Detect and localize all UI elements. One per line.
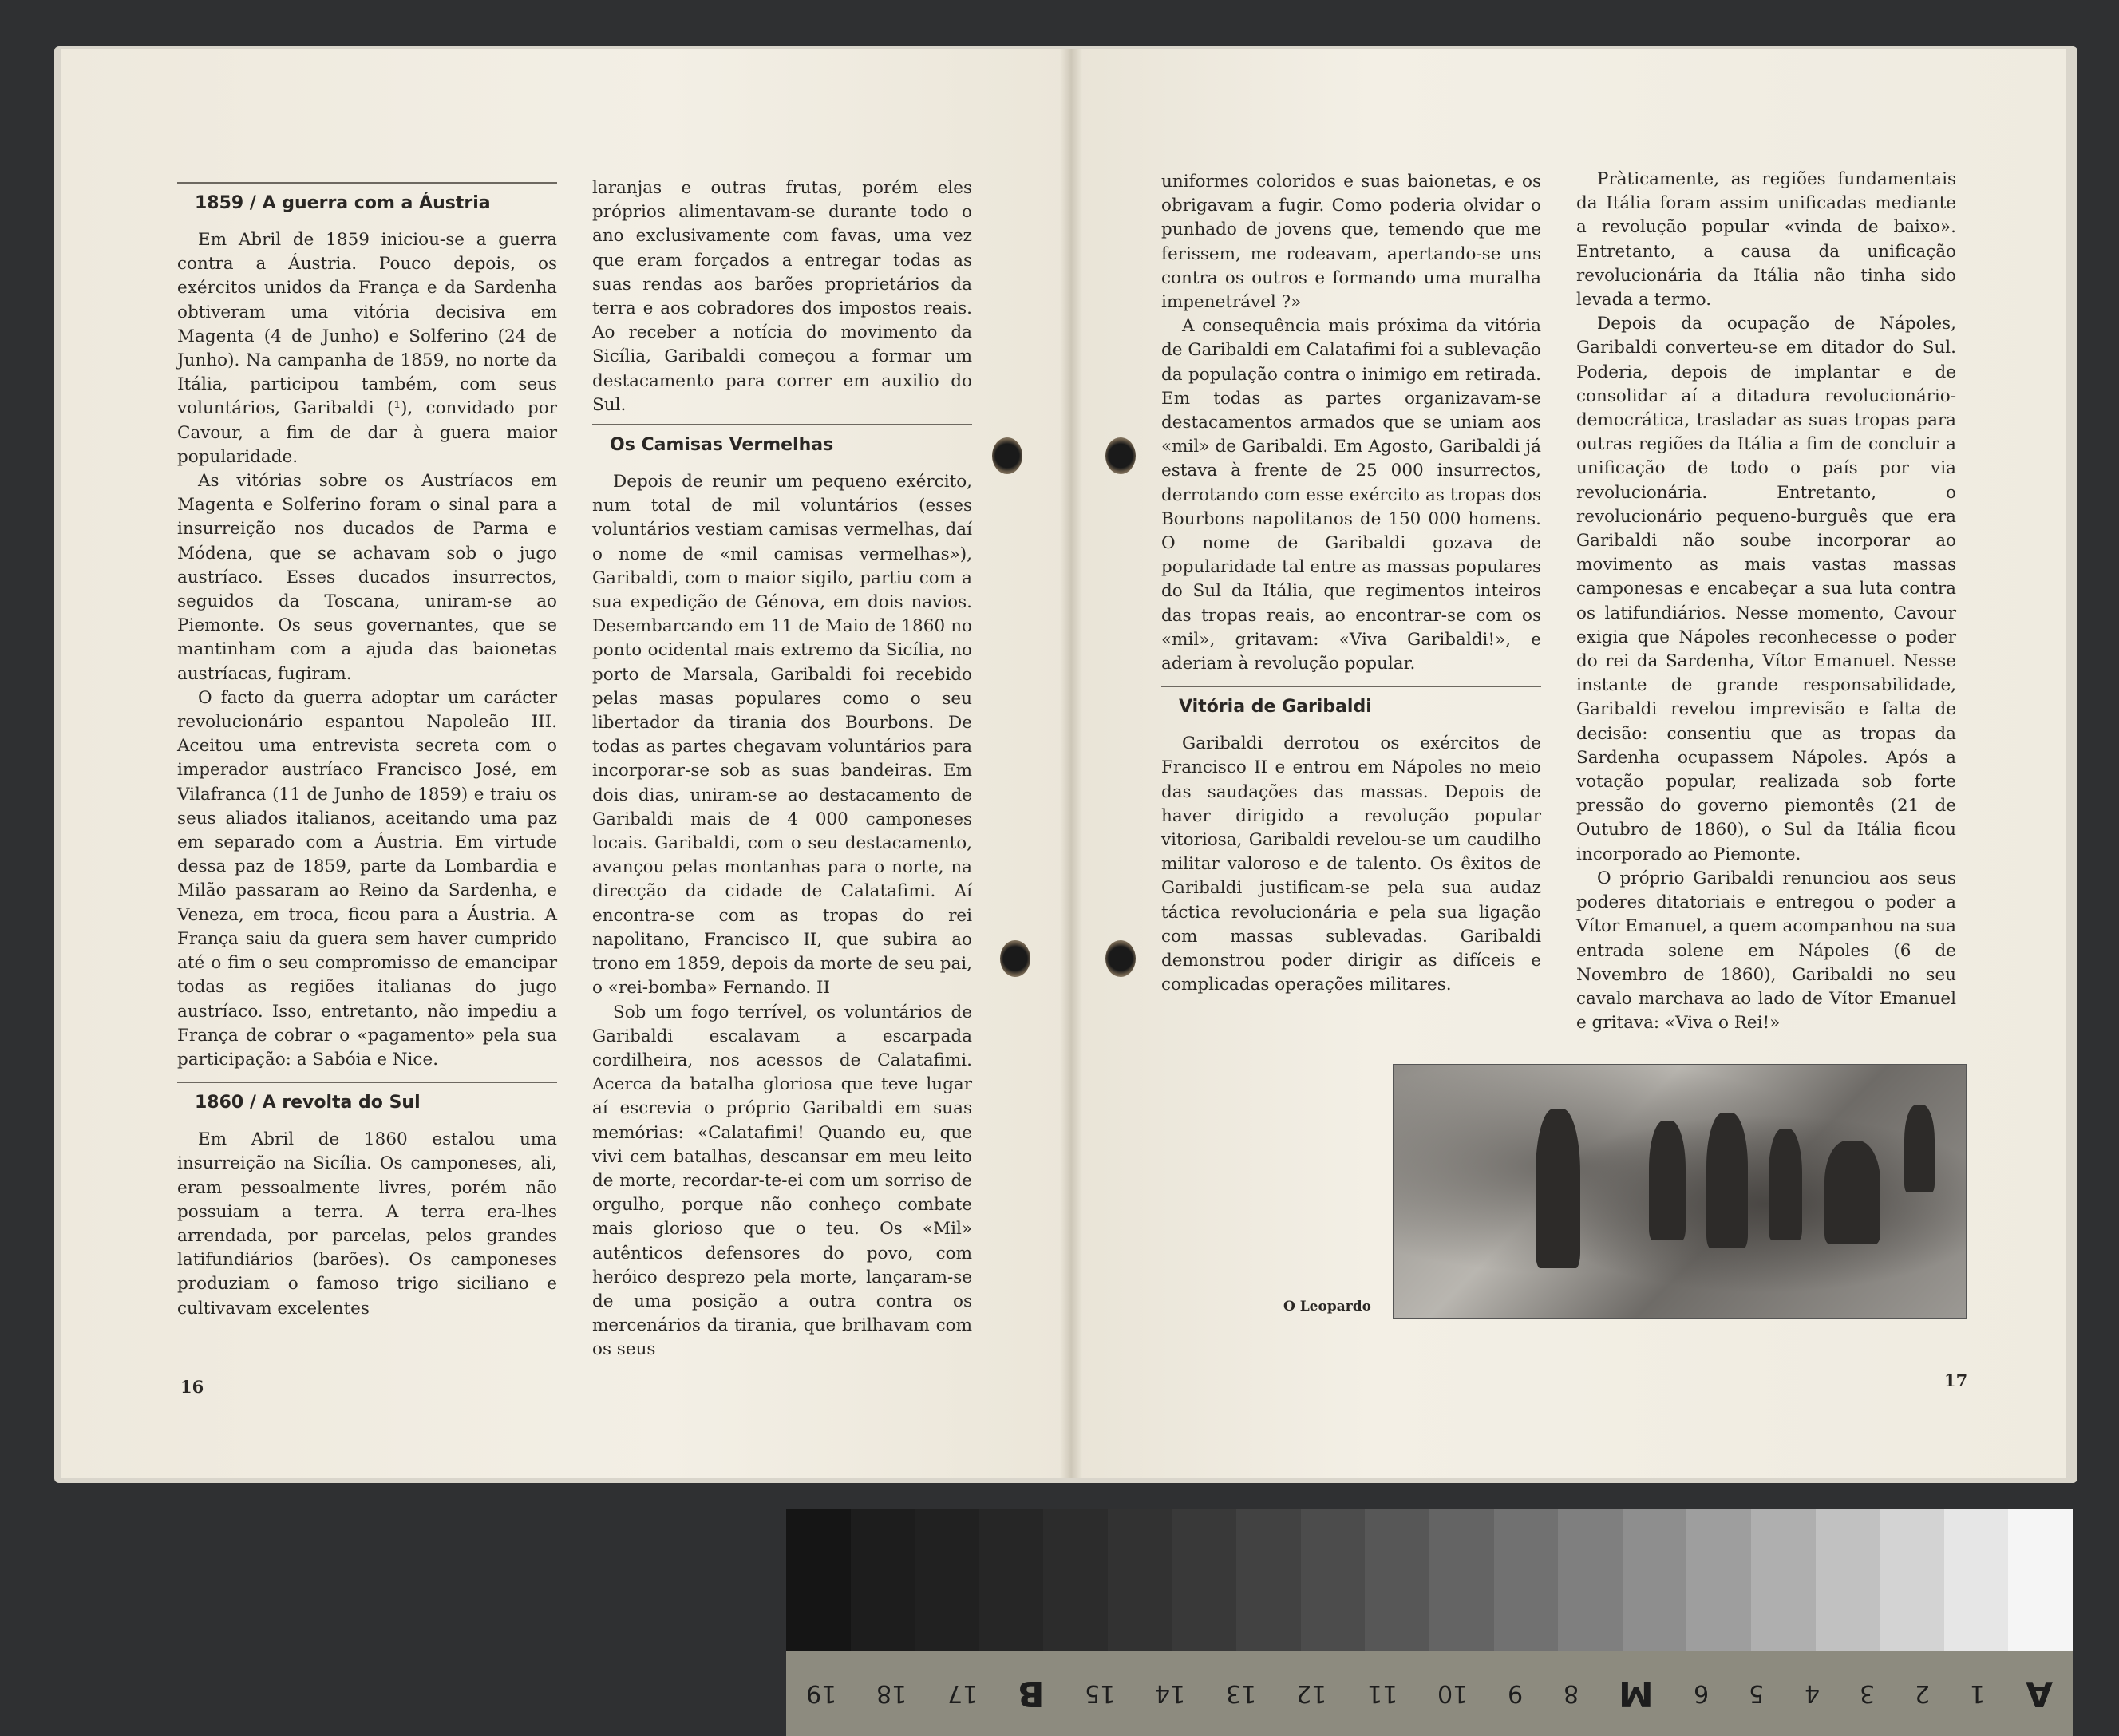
ruler-label: 17 — [947, 1679, 978, 1707]
ruler-label: A — [2025, 1673, 2053, 1714]
paragraph: Sob um fogo terrível, os voluntários de Garibaldi escalavam a escarpada cordilheira, nos acessos de Calatafimi. Acerca da batalha gloriosa que teve lugar aí escrevia o próprio Garibaldi em suas memórias: «Calatafimi! Quando eu, que vivi cem batalhas, descansar em meu leito de morte, recordar-te-ei com um sorriso de orgulho, porque não conheço combate mais glorioso que o teu. Os «Mil» autênticos defensores do povo, com heróico desprezo pela morte, lançaram-se de uma posição a outra contra os mercenários da tirania, que brilhavam com os seus — [592, 1002, 972, 1360]
section-heading: 1860 / A revolta do Sul — [195, 1093, 421, 1113]
paragraph: uniformes coloridos e suas baionetas, e os obrigavam a fugir. Como poderia olvidar o punhado de jovens que, temendo que me ferissem, me rodeavam, apertando-se uns contra os outros e formando uma muralha impenetrável ?» — [1161, 172, 1541, 313]
scale-ruler — [786, 1651, 2073, 1736]
binding-hole — [1105, 437, 1136, 474]
gray-swatch — [1558, 1509, 1623, 1651]
paragraph: Em Abril de 1860 estalou uma insurreição na Sicília. Os camponeses, ali, eram pessoalmente livres, porém não possuiam a terra. A terra era-lhes arrendada, por parcelas, pelos grandes latifundiários (barões). Os camponeses produziam o famoso trigo siciliano e cultivavam excelentes — [177, 1129, 557, 1319]
ruler-label: 18 — [876, 1679, 907, 1707]
section-rule — [177, 182, 557, 184]
gray-swatch — [1172, 1509, 1237, 1651]
ruler-label: 5 — [1749, 1679, 1765, 1707]
right-column-1 — [1161, 170, 1541, 998]
gray-swatch — [1494, 1509, 1559, 1651]
paragraph: Pràticamente, as regiões fundamentais da Itália foram assim unificadas mediante a revolução popular «vinda de baixo». Entretanto, a causa da unificação revolucionária da Itália não tinha sido levada a termo. — [1576, 169, 1956, 310]
paragraph: O facto da guerra adoptar um carácter revolucionário espantou Napoleão III. Aceitou uma entrevista secreta com o imperador austríaco Francisco José, em Vilafranca (11 de Junho de 1859) e traiu os seus aliados italianos, aceitando uma paz em separado com a Áustria. Em virtude dessa paz de 1859, parte da Lombardia e Milão passaram ao Reino da Sardenha, e Veneza, em troca, ficou para a Áustria. A França saiu da guera sem haver cumprido até o fim o seu compromisso de emancipar todas as regiões italianas do jugo austríaco. Isso, entretanto, não impediu a França de cobrar o «pagamento» pela sua participação: a Sabóia e Nice. — [177, 687, 557, 1070]
ruler-label: 2 — [1915, 1679, 1931, 1707]
ruler-label: 3 — [1859, 1679, 1875, 1707]
page-number-left: 16 — [180, 1377, 204, 1397]
section-heading: Os Camisas Vermelhas — [610, 435, 834, 456]
ruler-label: 13 — [1225, 1679, 1256, 1707]
ruler-label: 14 — [1155, 1679, 1186, 1707]
photo-caption: O Leopardo — [1283, 1299, 1371, 1315]
ruler-label: 6 — [1693, 1679, 1710, 1707]
paragraph: Depois da ocupação de Nápoles, Garibaldi converteu-se em ditador do Sul. Poderia, depois de implantar e de consolidar aí a ditadura revolucionário-democrática, trasladar as suas tropas para outras regiões da Itália a fim de concluir a unificação de todo o país por via revolucionária. Entretanto, o revolucionário pequeno-burguês que era Garibaldi não soube incorporar ao movimento as mais vastas massas camponesas e encabeçar a sua luta contra os latifundiários. Nesse momento, Cavour exigia que Nápoles reconhecesse o poder do rei da Sardenha, Vítor Emanuel. Nesse instante de grande responsabilidade, Garibaldi revelou imprevisão e falta de decisão: consentiu que as tropas da Sardenha ocupassem Nápoles. Após a votação popular, realizada sob forte pressão do governo piemontês (21 de Outubro de 1860), o Sul da Itália ficou incorporado ao Piemonte. — [1576, 314, 1956, 864]
ruler-label: 9 — [1508, 1679, 1524, 1707]
ruler-label: 19 — [806, 1679, 837, 1707]
paragraph: Garibaldi derrotou os exércitos de Francisco II e entrou em Nápoles no meio das saudações das massas. Depois de haver dirigido a revolução popular vitoriosa, Garibaldi revelou-se um caudilho militar valoroso e de talento. Os êxitos de Garibaldi justificam-se pela sua audaz táctica revolucionária e pela sua ligação com massas sublevadas. Garibaldi demonstrou poder dirigir as difíceis e complicadas operações militares. — [1161, 734, 1541, 995]
gray-swatch — [1944, 1509, 2009, 1651]
section-heading: 1859 / A guerra com a Áustria — [195, 193, 491, 213]
gray-swatch — [1301, 1509, 1366, 1651]
gray-swatch — [1623, 1509, 1687, 1651]
paragraph: Depois de reunir um pequeno exército, num total de mil voluntários (esses voluntários vestiam camisas vermelhas, daí o nome de «mil camisas vermelhas»), Garibaldi, com o maior sigilo, partiu com a sua expedição de Génova, em dois navios. Desembarcando em 11 de Maio de 1860 no ponto ocidental mais extremo da Sicília, no porto de Marsala, Garibaldi foi recebido pelas masas populares como o seu libertador da tirania dos Bourbons. De todas as partes chegavam voluntários para incorporar-se sob as suas bandeiras. Em dois dias, uniram-se ao destacamento de Garibaldi mais de 4 000 camponeses locais. Garibaldi, com o seu destacamento, avançou pelas montanhas para o norte, na direcção da cidade de Calatafimi. Aí encontra-se com as tropas do rei napolitano, Francisco II, que subira ao trono em 1859, depois da morte de seu pai, o «rei-bomba» Fernando. II — [592, 472, 972, 998]
paragraph: laranjas e outras frutas, porém eles próprios alimentavam-se durante todo o ano exclusivamente com favas, uma vez que eram forçados a entregar todas as suas rendas aos barões proprietários da terra e aos cobradores dos impostos reais. Ao receber a notícia do movimento da Sicília, Garibaldi começou a formar um destacamento para correr em auxilio do Sul. — [592, 178, 972, 415]
left-column-2 — [592, 176, 972, 1362]
ruler-label: B — [1018, 1673, 1045, 1714]
section-rule — [177, 1082, 557, 1083]
page-number-right: 17 — [1944, 1370, 1968, 1390]
gray-swatch — [1880, 1509, 1944, 1651]
gray-swatch — [1816, 1509, 1880, 1651]
battle-photo — [1393, 1064, 1967, 1319]
paragraph: As vitórias sobre os Austríacos em Magenta e Solferino foram o sinal para a insurreição nos ducados de Parma e Módena, que se achavam sob o jugo austríaco. Esses ducados insurrectos, seguidos da Toscana, uniram-se ao Piemonte. Os seus governantes, que se mantinham com a ajuda das baionetas austríacas, fugiram. — [177, 471, 557, 684]
right-column-2 — [1576, 168, 1956, 1035]
binding-hole — [992, 437, 1022, 474]
gray-swatch — [915, 1509, 979, 1651]
ruler-label: 4 — [1804, 1679, 1820, 1707]
gray-swatch — [979, 1509, 1044, 1651]
left-column-1 — [177, 182, 557, 1321]
paragraph: A consequência mais próxima da vitória de Garibaldi em Calatafimi foi a sublevação da população contra o inimigo em retirada. Em todas as partes organizavam-se destacamentos armados que se uniam aos «mil» de Garibaldi. Em Agosto, Garibaldi já estava à frente de 25 000 insurrectos, derrotando com esse exército as tropas dos Bourbons napolitanos de 150 000 homens. O nome de Garibaldi gozava de popularidade tal entre as massas populares do Sul da Itália, que regimentos inteiros das tropas reais, ao encontrar-se com os «mil», gritavam: «Viva Garibaldi!», e aderiam à revolução popular. — [1161, 316, 1541, 674]
ruler-label: 8 — [1563, 1679, 1579, 1707]
gray-swatch — [1751, 1509, 1816, 1651]
gray-swatch — [1043, 1509, 1108, 1651]
gray-swatch — [786, 1509, 851, 1651]
section-rule — [592, 424, 972, 425]
book-gutter — [1060, 49, 1082, 1478]
gray-swatch — [2008, 1509, 2073, 1651]
gray-swatch — [851, 1509, 915, 1651]
ruler-label: 10 — [1437, 1679, 1469, 1707]
ruler-label: 12 — [1296, 1679, 1327, 1707]
section-rule — [1161, 686, 1541, 687]
binding-hole — [1105, 940, 1136, 977]
color-calibration-card — [786, 1509, 2073, 1736]
gray-swatch — [1108, 1509, 1172, 1651]
binding-hole — [1000, 940, 1030, 977]
section-heading: Vitória de Garibaldi — [1179, 697, 1372, 718]
gray-scale-swatches — [786, 1509, 2073, 1651]
gray-swatch — [1686, 1509, 1751, 1651]
gray-swatch — [1365, 1509, 1429, 1651]
ruler-label: 11 — [1366, 1679, 1398, 1707]
ruler-label: M — [1618, 1673, 1654, 1714]
paragraph: Em Abril de 1859 iniciou-se a guerra contra a Áustria. Pouco depois, os exércitos unidos da França e da Sardenha obtiveram uma vitória decisiva em Magenta (4 de Junho) e Solferino (24 de Junho). Na campanha de 1859, no norte da Itália, participou também, com seus voluntários, Garibaldi (¹), convidado por Cavour, a fim de dar à guera maior popularidade. — [177, 230, 557, 467]
gray-swatch — [1236, 1509, 1301, 1651]
ruler-label: 15 — [1085, 1679, 1116, 1707]
ruler-label: 1 — [1970, 1679, 1986, 1707]
paragraph: O próprio Garibaldi renunciou aos seus poderes ditatoriais e entregou o poder a Vítor Emanuel, a quem acompanhou na sua entrada solene em Nápoles (6 de Novembro de 1860), Garibaldi no seu cavalo marchava ao lado de Vítor Emanuel e gritava: «Viva o Rei!» — [1576, 868, 1956, 1034]
gray-swatch — [1429, 1509, 1494, 1651]
